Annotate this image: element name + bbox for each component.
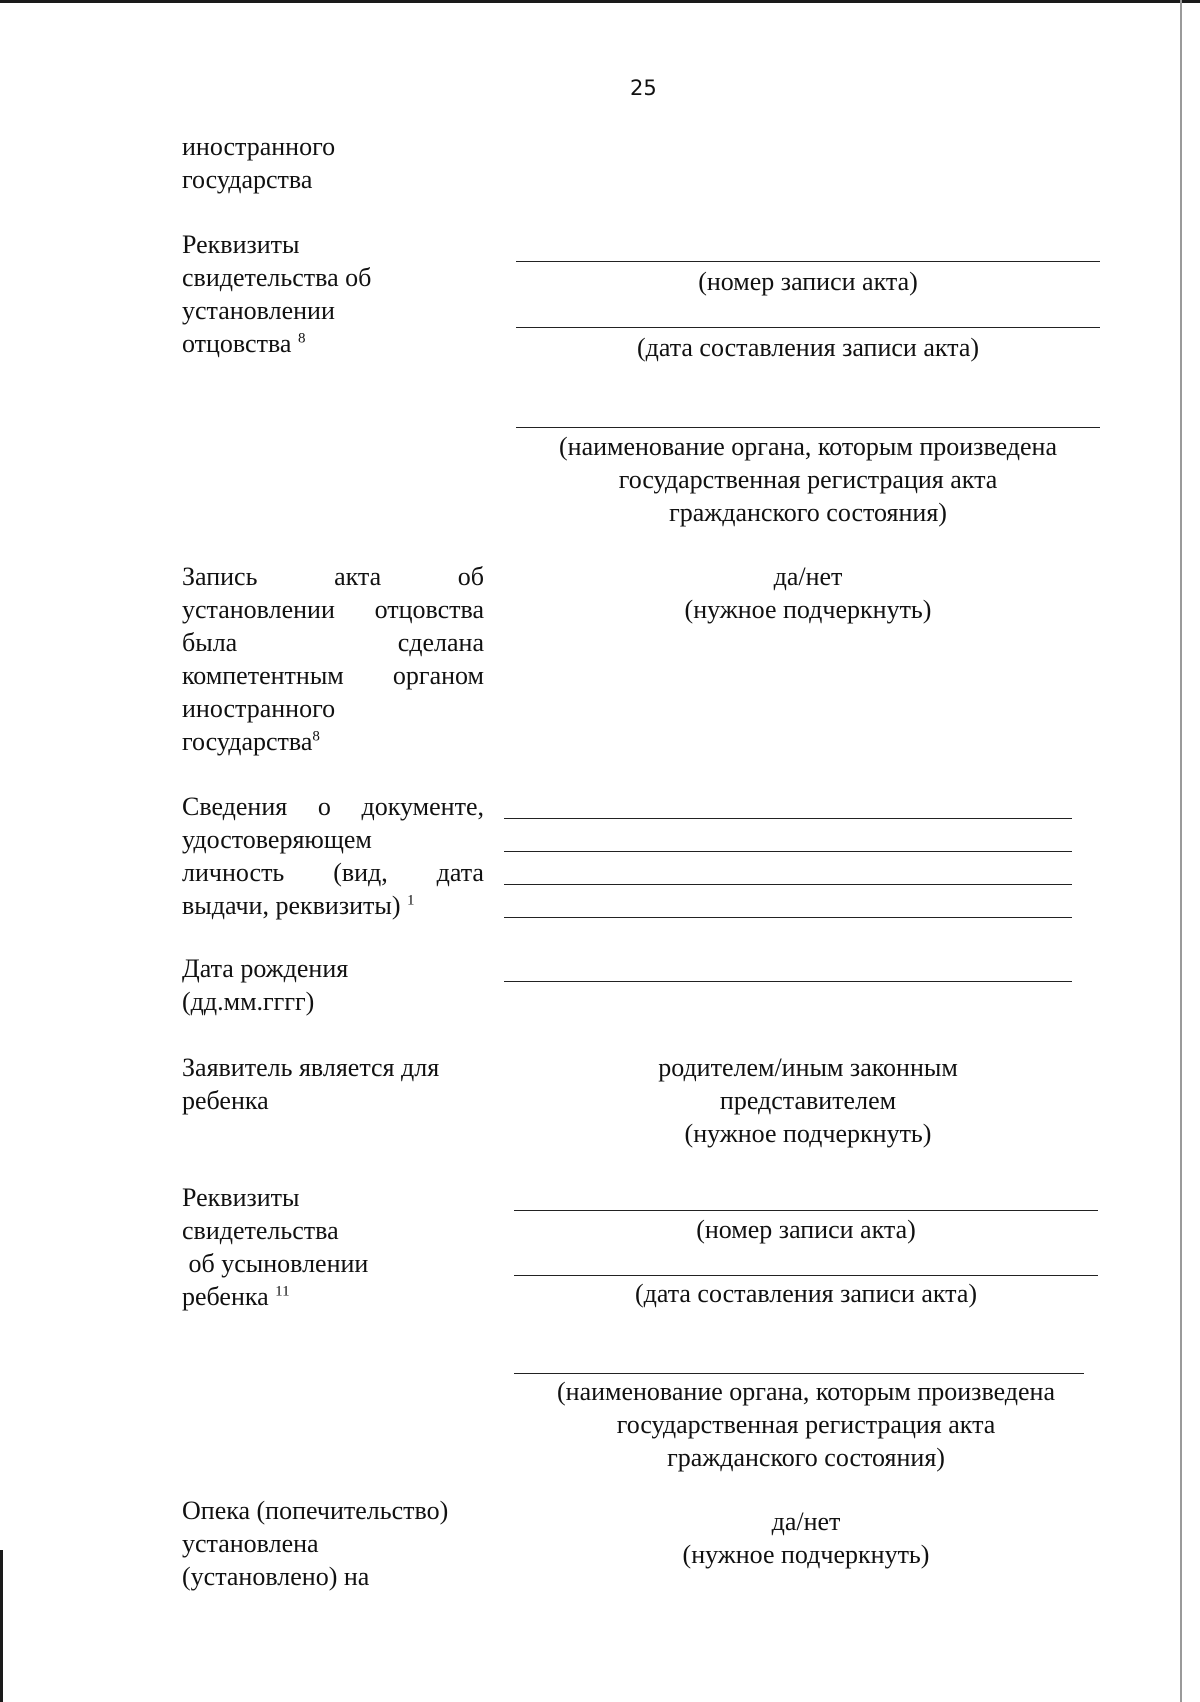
footnote-ref: 1 [407,892,415,909]
caption-line: государственная регистрация акта [618,465,998,494]
footnote-ref: 8 [312,728,320,745]
adoption-authority-caption [514,1375,1098,1474]
label-text: государства [182,727,313,756]
paternity-record-number-caption: (номер записи акта) [698,267,918,296]
scan-top-border [0,0,1200,3]
paternity-record-number-field[interactable] [516,261,1100,262]
label-word: органом [392,661,484,690]
label-word: документе, [361,792,484,821]
label-word: установлении [182,595,335,624]
caption-line: гражданского состояния) [667,1443,945,1472]
label-text: ребенка [182,1282,269,1311]
label-line: (установлено) на [182,1562,370,1591]
label-word: о [317,792,331,821]
label-word: Запись [182,562,258,591]
label-text: отцовства [182,329,292,358]
adoption-record-number-caption: (номер записи акта) [696,1215,916,1244]
label-line: Реквизиты [182,1183,300,1212]
label-word: Сведения [182,792,288,821]
label-line: иностранного [182,132,336,161]
footnote-ref: 8 [297,330,306,347]
label-line [182,725,484,758]
applicant-role-label [182,1051,484,1117]
label-line: Дата рождения [182,954,349,983]
paternity-foreign-answer[interactable]: да/нет [773,562,843,591]
guardianship-label [182,1494,484,1593]
label-line: иностранного [182,694,336,723]
label-line: государства [182,165,313,194]
guardianship-hint: (нужное подчеркнуть) [682,1540,930,1569]
applicant-role-answer[interactable] [516,1051,1100,1117]
paternity-record-date-caption: (дата составления записи акта) [636,333,980,362]
label-line: установлении [182,296,335,325]
label-line: удостоверяющем [182,825,372,854]
identity-document-field-line-1[interactable] [504,818,1072,819]
label-line: свидетельства [182,1216,339,1245]
label-line: установлена [182,1529,319,1558]
caption-line: государственная регистрация акта [616,1410,996,1439]
foreign-state-label [182,130,484,196]
adoption-certificate-label [182,1181,484,1313]
adoption-record-date-field[interactable] [514,1275,1098,1276]
label-line: свидетельства об [182,263,372,292]
identity-document-field-line-4[interactable] [504,917,1072,918]
caption-line: (наименование органа, которым произведена [559,432,1057,461]
label-line [182,327,484,360]
page-number: 25 [630,76,657,100]
paternity-authority-caption [516,430,1100,529]
guardianship-answer[interactable]: да/нет [771,1507,841,1536]
scan-right-edge [1180,0,1182,1702]
adoption-record-number-field[interactable] [514,1210,1098,1211]
label-line: об усыновлении [182,1249,369,1278]
label-line: Реквизиты [182,230,300,259]
label-line: Заявитель является для [182,1053,440,1082]
paternity-record-date-field[interactable] [516,327,1100,328]
adoption-authority-field[interactable] [514,1373,1084,1374]
scan-left-mark [0,1550,3,1702]
label-line [182,790,484,823]
label-word: была [182,628,238,657]
footnote-ref: 11 [275,1283,290,1300]
paternity-authority-field[interactable] [516,427,1100,428]
label-word: акта [334,562,382,591]
birth-date-label [182,952,484,1018]
label-word: сделана [397,628,484,657]
label-word: (вид, [333,858,388,887]
answer-line: родителем/иным законным [658,1053,958,1082]
adoption-record-date-caption: (дата составления записи акта) [634,1279,978,1308]
label-line [182,659,484,692]
label-word: об [457,562,484,591]
label-word: компетентным [182,661,344,690]
label-line [182,560,484,593]
label-word: личность [182,858,285,887]
applicant-role-hint: (нужное подчеркнуть) [684,1119,932,1148]
paternity-certificate-label [182,228,484,360]
label-word: отцовства [374,595,484,624]
caption-line: гражданского состояния) [669,498,947,527]
identity-document-label [182,790,484,922]
caption-line: (наименование органа, которым произведена [557,1377,1055,1406]
label-text: выдачи, реквизиты) [182,891,401,920]
label-line: ребенка [182,1086,269,1115]
answer-line: представителем [719,1086,897,1115]
label-line: Опека (попечительство) [182,1496,449,1525]
label-line [182,593,484,626]
label-line [182,856,484,889]
label-line: (дд.мм.гггг) [182,987,315,1016]
label-line [182,626,484,659]
label-line [182,1280,484,1313]
label-word: дата [436,858,484,887]
identity-document-field-line-3[interactable] [504,884,1072,885]
birth-date-field[interactable] [504,981,1072,982]
identity-document-field-line-2[interactable] [504,851,1072,852]
paternity-foreign-hint: (нужное подчеркнуть) [684,595,932,624]
paternity-foreign-label [182,560,484,758]
label-line [182,889,484,922]
